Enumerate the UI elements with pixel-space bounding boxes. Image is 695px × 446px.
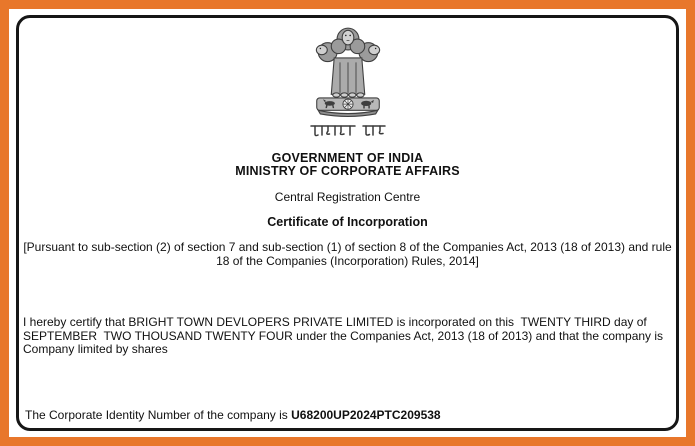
certificate-inner-frame	[16, 15, 679, 431]
certification-statement: I hereby certify that BRIGHT TOWN DEVLOPERS PRIVATE LIMITED is incorporated on this TWENTY THIRD day of SEPTEMBER TWO THOUSAND TWENTY FOUR under the Companies Act, 2013 (18 of 2013) and that the company is Company limited by shares	[23, 315, 667, 356]
cin-line	[25, 408, 670, 422]
cin-label: The Corporate Identity Number of the company is	[25, 408, 292, 422]
government-of-india-heading: GOVERNMENT OF INDIA	[271, 151, 424, 165]
state-emblem	[19, 24, 676, 138]
central-registration-centre-label: Central Registration Centre	[274, 190, 421, 204]
satyameva-jayate-motto-icon	[309, 123, 387, 138]
emblem-motto-text	[348, 138, 349, 139]
ashoka-lion-capital-icon	[308, 24, 388, 121]
ministry-of-corporate-affairs-heading: MINISTRY OF CORPORATE AFFAIRS	[235, 164, 460, 178]
header-block	[19, 152, 676, 178]
pursuant-clause: [Pursuant to sub-section (2) of section 7 and sub-section (1) of section 8 of the Companies Act, 2013 (18 of 2013) and rule 18 of the Companies (Incorporation) Rules, 2014]	[23, 240, 672, 268]
cin-value: U68200UP2024PTC209538	[291, 408, 441, 422]
certificate-title: Certificate of Incorporation	[267, 215, 428, 229]
